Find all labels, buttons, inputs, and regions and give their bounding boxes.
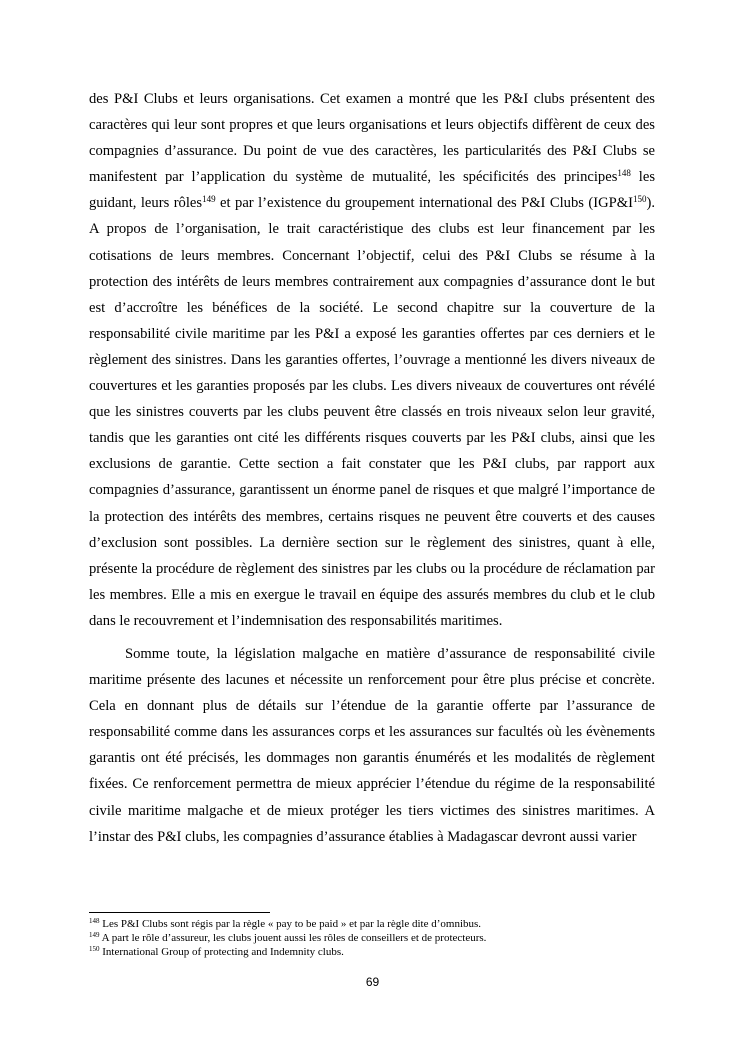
- paragraph-2: Somme toute, la législation malgache en matière d’assurance de responsabilité civile maritime présente des lacunes et nécessite un renforcement pour être plus précise et concrète. Cela en donnant plus de détails sur l’étendue de la garantie offerte par l’assurance de responsabilité comme dans les assurances corps et les assurances sur facultés où les évènements garantis ont été précisés, les dommages non garantis énumérés et les modalités de règlement fixées. Ce renforcement permettra de mieux apprécier l’étendue du régime de la responsabilité civile maritime malgache et de mieux protéger les tiers victimes des sinistres maritimes. A l’instar des P&I clubs, les compagnies d’assurance établies à Madagascar devront aussi varier: [89, 645, 655, 845]
- footnote-number: 148: [89, 917, 100, 925]
- paragraph-1: [89, 86, 655, 634]
- page-number: 69: [365, 975, 380, 989]
- footnote-ref-148[interactable]: 148: [617, 168, 631, 179]
- footnote-149: [89, 931, 655, 945]
- footnote-number: 149: [89, 931, 100, 939]
- footnotes: [89, 917, 655, 959]
- footnote-150: [89, 945, 655, 959]
- footnote-separator: [89, 912, 270, 913]
- body-text: [89, 86, 655, 850]
- paragraph-1-part-3: et par l’existence du groupement international des P&I Clubs (IGP&I: [215, 195, 633, 212]
- paragraph-1-part-4: ). A propos de l’organisation, le trait caractéristique des clubs est leur financement par les cotisations de leurs membres. Concernant l’objectif, celui des P&I Clubs se résume à la protection des intérêts de leurs membres contrairement aux compagnies d’assurance dont le but est d’accroître les bénéfices de la société. Le second chapitre sur la couverture de la responsabilité civile maritime par les P&I a exposé les garanties offertes par ces derniers et le règlement des sinistres. Dans les garanties offertes, l’ouvrage a mentionné les divers niveaux de couvertures et les garanties proposés par les clubs. Les divers niveaux de couvertures ont révélé que les sinistres couverts par les clubs peuvent être classés en trois niveaux selon leur gravité, tandis que les garanties ont cité les différents risques couverts par les P&I clubs, ainsi que les exclusions de garantie. Cette section a fait constater que les P&I clubs, par rapport aux compagnies d’assurance, garantissent un énorme panel de risques et que malgré l’importance de la protection des intérêts des membres, certains risques ne peuvent être couverts et des causes d’exclusion sont possibles. La dernière section sur le règlement des sinistres, quant à elle, présente la procédure de règlement des sinistres par les clubs ou la procédure de réclamation par les membres. Elle a mis en exergue le travail en équipe des assurés membres du club et le club dans le recouvrement et l’indemnisation des responsabilités maritimes.: [89, 195, 655, 629]
- paragraph-1-part-1: des P&I Clubs et leurs organisations. Cet examen a montré que les P&I clubs présentent des caractères qui leur sont propres et que leurs organisations et leurs objectifs diffèrent de ceux des compagnies d’assurance. Du point de vue des caractères, les particularités des P&I Clubs se manifestent par l’application du système de mutualité, les spécificités des principes: [89, 91, 655, 186]
- footnote-text: A part le rôle d’assureur, les clubs jouent aussi les rôles de conseillers et de protecteurs.: [99, 932, 487, 944]
- footnote-148: [89, 917, 655, 931]
- footnote-ref-149[interactable]: 149: [202, 194, 216, 205]
- footnote-number: 150: [89, 945, 100, 953]
- paragraph-1-part-2: les guidant, leurs rôles: [89, 169, 655, 212]
- footnote-ref-150[interactable]: 150: [632, 194, 647, 205]
- footnote-text: Les P&I Clubs sont régis par la règle « pay to be paid » et par la règle dite d’omnibus.: [99, 918, 482, 930]
- footnote-text: International Group of protecting and Indemnity clubs.: [99, 946, 344, 958]
